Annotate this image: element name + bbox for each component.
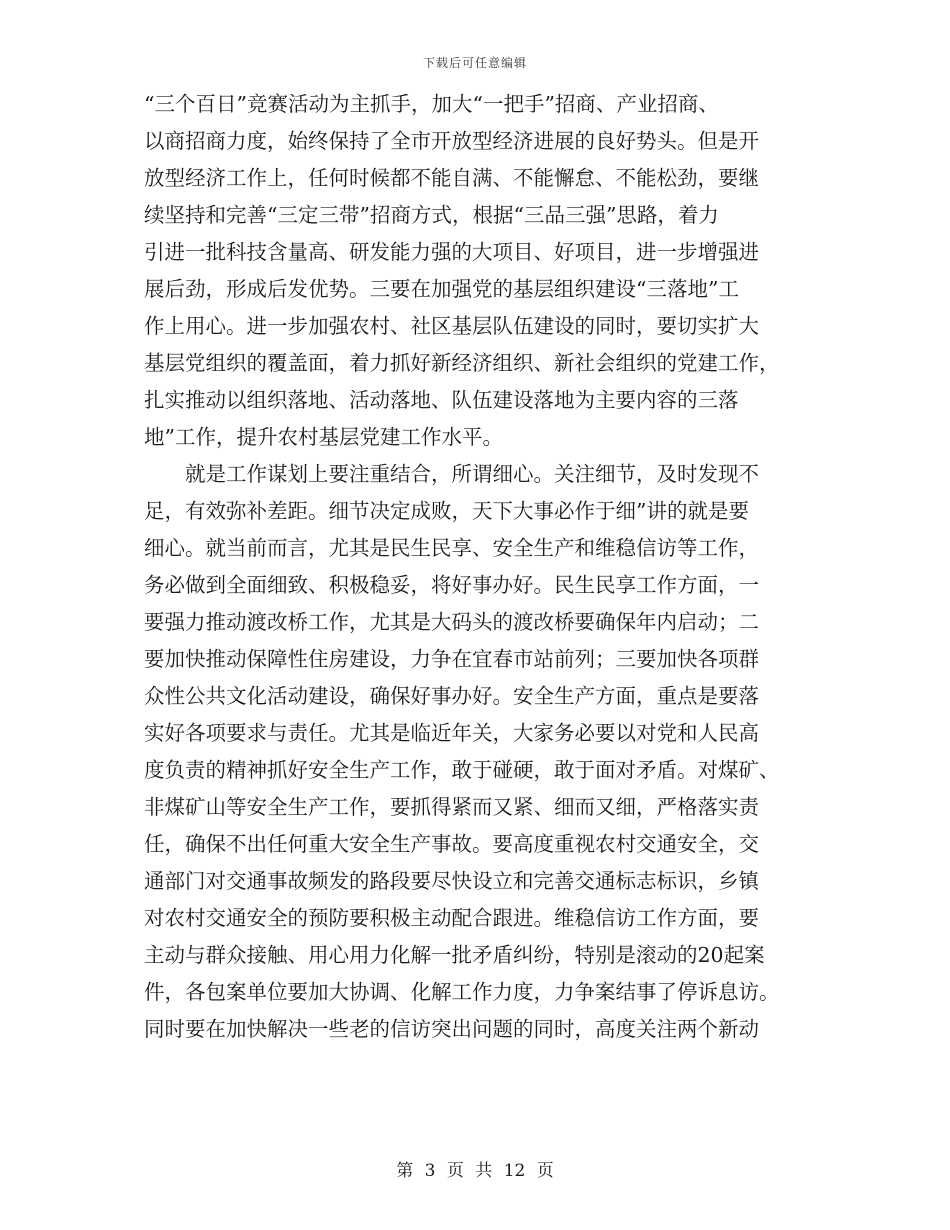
- text-line: 要强力推动渡改桥工作，尤其是大码头的渡改桥要确保年内启动；二: [144, 610, 759, 634]
- text-line: 实好各项要求与责任。尤其是临近年关，大家务必要以对党和人民高: [144, 721, 759, 745]
- paragraph-1: [144, 86, 814, 456]
- text-line: 续坚持和完善“三定三带”招商方式，根据“三品三强”思路，着力: [144, 203, 719, 227]
- text-line: 作上用心。进一步加强农村、社区基层队伍建设的同时，要切实扩大: [144, 314, 759, 338]
- paragraph-2: [144, 456, 814, 1048]
- text-line: 展后劲，形成后发优势。三要在加强党的基层组织建设“三落地”工: [144, 277, 739, 301]
- text-line: 足，有效弥补差距。细节决定成败，天下大事必作于细”讲的就是要: [144, 499, 749, 523]
- text-line: 放型经济工作上，任何时候都不能自满、不能懈怠、不能松劲，要继: [144, 166, 759, 190]
- text-line: 对农村交通安全的预防要积极主动配合跟进。维稳信访工作方面，要: [144, 906, 759, 930]
- text-line: 件，各包案单位要加大协调、化解工作力度，力争案结事了停诉息访。: [144, 980, 780, 1004]
- text-line: 细心。就当前而言，尤其是民生民享、安全生产和维稳信访等工作，: [144, 536, 759, 560]
- page-number: 第 3 页 共 12 页: [396, 1161, 554, 1181]
- text-line: 扎实推动以组织落地、活动落地、队伍建设落地为主要内容的三落: [144, 388, 739, 412]
- text-line: 要加快推动保障性住房建设，力争在宜春市站前列；三要加快各项群: [144, 647, 759, 671]
- text-line: 非煤矿山等安全生产工作，要抓得紧而又紧、细而又细，严格落实责: [144, 795, 759, 819]
- text-line: 基层党组织的覆盖面，着力抓好新经济组织、新社会组织的党建工作，: [144, 351, 780, 375]
- text-line: 引进一批科技含量高、研发能力强的大项目、好项目，进一步增强进: [144, 240, 759, 264]
- text-line: “三个百日”竞赛活动为主抓手，加大“一把手”招商、产业招商、: [144, 92, 719, 116]
- text-line: 通部门对交通事故频发的路段要尽快设立和完善交通标志标识，乡镇: [144, 869, 759, 893]
- text-line-first: 就是工作谋划上要注重结合，所谓细心。关注细节，及时发现不: [185, 462, 759, 486]
- page-header: 下载后可任意编辑: [422, 56, 527, 70]
- text-line: 众性公共文化活动建设，确保好事办好。安全生产方面，重点是要落: [144, 684, 759, 708]
- text-line: 度负责的精神抓好安全生产工作，敢于碰硬，敢于面对矛盾。对煤矿、: [144, 758, 780, 782]
- text-line: 以商招商力度，始终保持了全市开放型经济进展的良好势头。但是开: [144, 129, 759, 153]
- text-line: 地”工作，提升农村基层党建工作水平。: [144, 425, 503, 449]
- text-line: 主动与群众接触、用心用力化解一批矛盾纠纷，特别是滚动的20起案: [144, 943, 765, 967]
- document-body: [144, 86, 814, 1048]
- text-line: 务必做到全面细致、积极稳妥，将好事办好。民生民享工作方面，一: [144, 573, 759, 597]
- text-line: 同时要在加快解决一些老的信访突出问题的同时，高度关注两个新动: [144, 1017, 759, 1041]
- text-line: 任，确保不出任何重大安全生产事故。要高度重视农村交通安全，交: [144, 832, 759, 856]
